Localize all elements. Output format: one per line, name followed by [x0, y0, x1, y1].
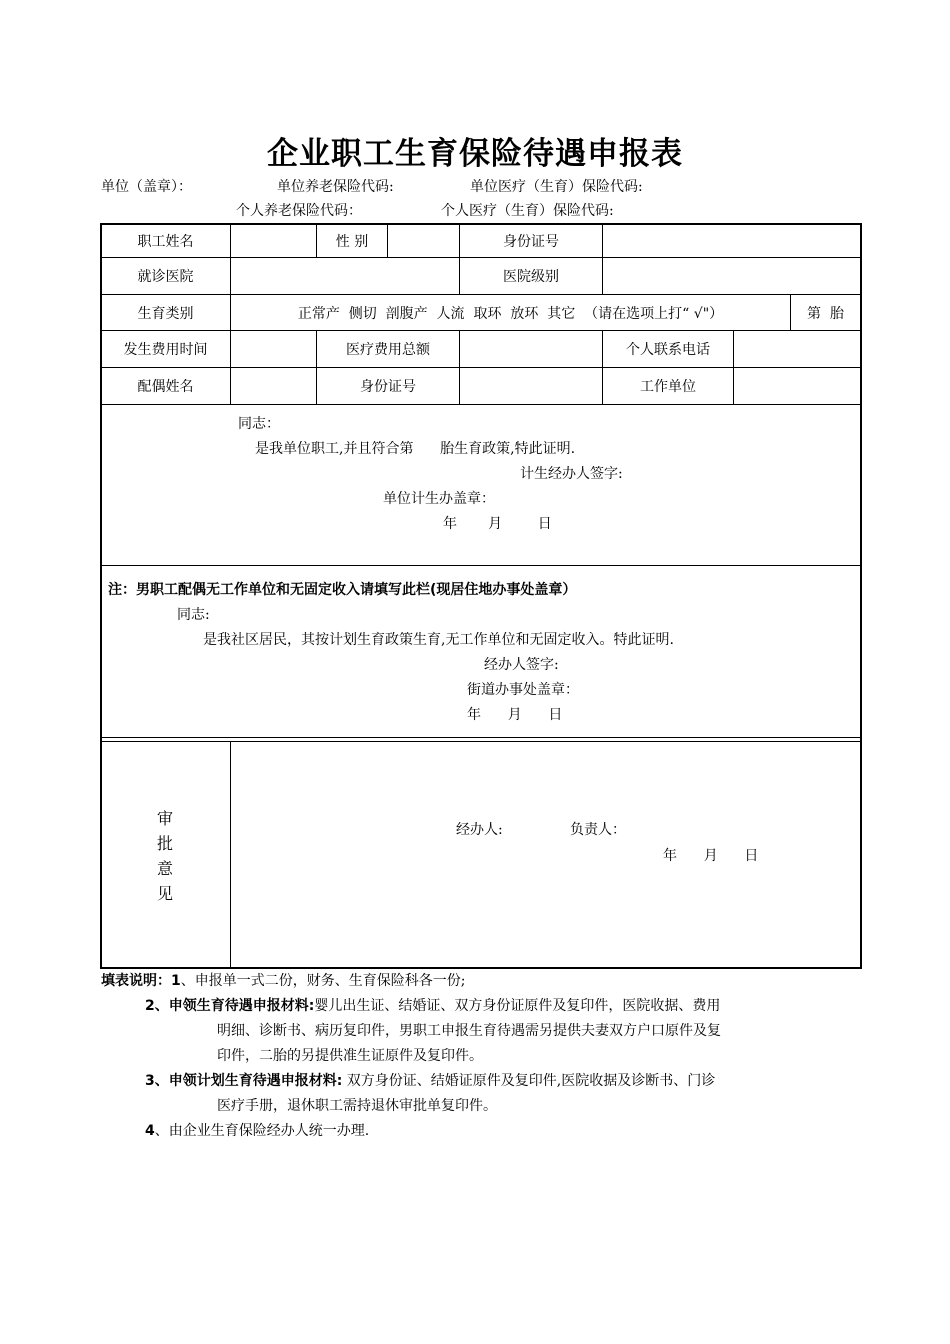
note-heading: 注：男职工配偶无工作单位和无固定收入请填写此栏(现居住地办事处盖章） — [108, 582, 577, 598]
note-signer: 经办人签字: — [484, 657, 559, 673]
personal-phone-label: 个人联系电话 — [626, 342, 710, 358]
certify-date: 年 月 日 — [443, 516, 552, 532]
instructions-heading: 填表说明： — [101, 973, 171, 989]
note-seal: 街道办事处盖章： — [467, 682, 579, 698]
unit-seal-label: 单位（盖章）： — [101, 179, 192, 195]
hospital-field[interactable] — [231, 258, 459, 294]
hospital-label: 就诊医院 — [137, 269, 194, 285]
approval-handler: 经办人: — [456, 822, 503, 838]
work-unit-field[interactable] — [734, 368, 860, 404]
certify-signer: 计生经办人签字: — [520, 466, 623, 482]
id-number-label: 身份证号 — [503, 233, 559, 250]
personal-phone-field[interactable] — [734, 331, 860, 367]
instructions-item4 — [145, 1119, 369, 1144]
note-statement: 是我社区居民，其按计划生育政策生育,无工作单位和无固定收入。特此证明. — [203, 632, 674, 648]
certify-statement: 是我单位职工,并且符合第 胎生育政策,特此证明. — [255, 441, 576, 457]
instructions-item3-heading: 3、申领计划生育待遇申报材料: — [145, 1073, 343, 1089]
instructions-item4-text: 、由企业生育保险经办人统一办理. — [154, 1123, 370, 1139]
instructions-item2-heading: 2、申领生育待遇申报材料: — [145, 998, 315, 1014]
spouse-id-label: 身份证号 — [360, 379, 416, 395]
page-title: 企业职工生育保险待遇申报表 — [267, 136, 683, 172]
certify-comrade: 同志： — [238, 416, 280, 432]
instructions-item2-line3: 印件，二胎的另提供准生证原件及复印件。 — [217, 1048, 483, 1064]
id-number-field[interactable] — [603, 224, 860, 257]
spouse-id-field[interactable] — [460, 368, 602, 404]
instructions-item2-line1: 婴儿出生证、结婚证、双方身份证原件及复印件，医院收据、费用 — [314, 998, 721, 1014]
employee-name-field[interactable] — [231, 224, 316, 257]
birth-type-options[interactable]: 正常产 侧切 剖腹产 人流 取环 放环 其它 （请在选项上打“ √"） — [297, 305, 724, 322]
approval-date: 年 月 日 — [663, 848, 759, 864]
birth-type-label: 生育类别 — [137, 305, 194, 322]
note-date: 年 月 日 — [467, 707, 563, 723]
gender-label: 性 别 — [335, 233, 369, 250]
gender-field[interactable] — [388, 224, 459, 257]
unit-medical-code-label: 单位医疗（生育）保险代码: — [470, 179, 643, 195]
hospital-level-field[interactable] — [603, 258, 860, 294]
approval-char-3: 意 — [157, 859, 174, 878]
birth-order-label: 第 胎 — [807, 305, 844, 322]
approval-char-1: 审 — [157, 809, 174, 828]
instructions-item4-num: 4 — [145, 1123, 155, 1139]
instructions-item2-line2: 明细、诊断书、病历复印件，男职工申报生育待遇需另提供夫妻双方户口原件及复 — [217, 1023, 721, 1039]
work-unit-label: 工作单位 — [640, 379, 696, 395]
expense-time-label: 发生费用时间 — [123, 342, 208, 358]
instructions-line-1 — [101, 969, 465, 994]
expense-time-field[interactable] — [231, 331, 316, 367]
certify-seal: 单位计生办盖章： — [383, 491, 495, 507]
employee-name-label: 职工姓名 — [137, 233, 194, 250]
approval-char-4: 见 — [157, 884, 174, 903]
instructions-item3-line1: 双方身份证、结婚证原件及复印件,医院收据及诊断书、门诊 — [342, 1073, 716, 1089]
unit-pension-code-label: 单位养老保险代码: — [277, 179, 394, 195]
medical-total-label: 医疗费用总额 — [346, 342, 430, 358]
spouse-name-field[interactable] — [231, 368, 316, 404]
instructions-item1-text: 、申报单一式二份，财务、生育保险科各一份; — [180, 973, 466, 989]
instructions-item3-line2: 医疗手册，退休职工需持退休审批单复印件。 — [217, 1098, 497, 1114]
hospital-level-label: 医院级别 — [503, 269, 559, 285]
approval-responsible: 负责人： — [570, 822, 626, 838]
instructions-item2 — [145, 994, 720, 1019]
personal-medical-code-label: 个人医疗（生育）保险代码: — [441, 203, 614, 219]
instructions-item3 — [145, 1069, 715, 1094]
approval-char-2: 批 — [157, 834, 174, 853]
note-comrade: 同志: — [177, 607, 210, 623]
medical-total-field[interactable] — [460, 331, 602, 367]
personal-pension-code-label: 个人养老保险代码： — [236, 203, 362, 219]
instructions-item1-num: 1 — [171, 973, 181, 989]
spouse-name-label: 配偶姓名 — [137, 379, 194, 395]
